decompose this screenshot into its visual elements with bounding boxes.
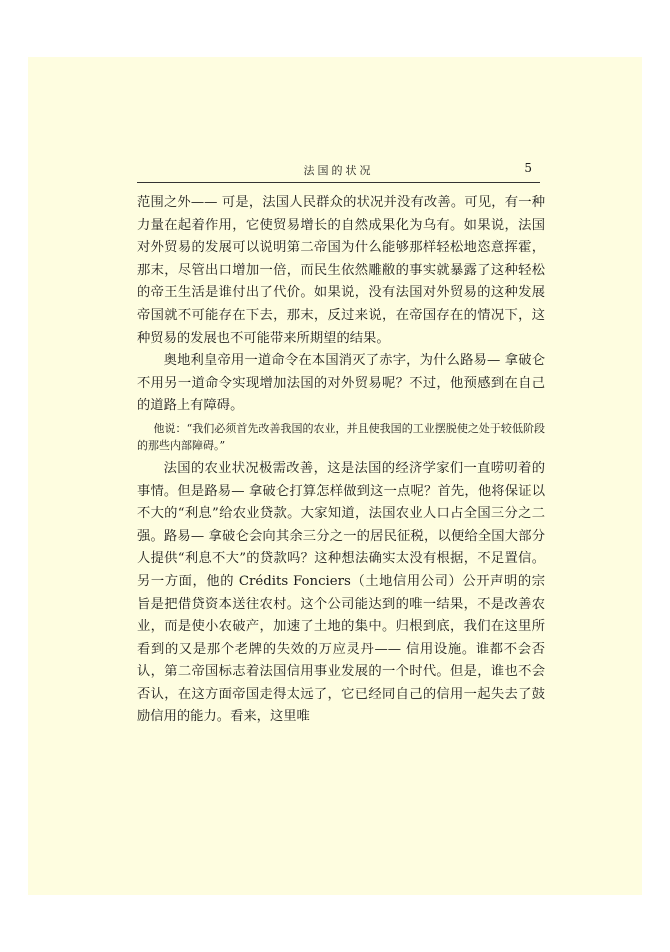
paragraph-1: 范围之外—— 可是，法国人民群众的状况并没有改善。可见，有一种力量在起着作用，它使贸易增长的自然成果化为乌有。如果说，法国对外贸易的发展可以说明第二帝国为什么能够那样轻松地恣意挥霍，那末，尽管出口增加一倍，而民生依然雕敝的事实就暴露了这种轻松的帝王生活是谁付出了代价。如果说，没有法国对外贸易的这种发展帝国就不可能存在下去，那末，反过来说，在帝国存在的情况下，这种贸易的发展也不可能带来所期望的结果。 (137, 195, 545, 346)
chapter-title: 法国的状况 (303, 164, 374, 177)
paragraph-2: 奥地利皇帝用一道命令在本国消灭了赤字，为什么路易— 拿破仑不用另一道命令实现增加法国的对外贸易呢？不过，他预感到在自己的道路上有障碍。 (137, 353, 545, 414)
running-header (137, 160, 540, 183)
block-quote: 他说：“我们必须首先改善我国的农业，并且使我国的工业摆脱使之处于较低阶段的那些内部障碍。” (137, 421, 545, 452)
page-number: 5 (524, 161, 532, 175)
paragraph-3: 法国的农业状况极需改善，这是法国的经济学家们一直唠叨着的事情。但是路易— 拿破仑打算怎样做到这一点呢？首先，他将保证以不大的“利息”给农业贷款。大家知道，法国农业人口占全国三分之二强。路易— 拿破仑会向其余三分之一的居民征税，以便给全国大部分人提供“利息不大”的贷款吗？这种想法确实太没有根据，不足置信。另一方面，他的 Crédits Fonciers（土地信用公司）公开声明的宗旨是把借贷资本送往农村。这个公司能达到的唯一结果，不是改善农业，而是使小农破产，加速了土地的集中。归根到底，我们在这里所看到的又是那个老牌的失效的万应灵丹—— 信用设施。谁都不会否认，第二帝国标志着法国信用事业发展的一个时代。但是，谁也不会否认，在这方面帝国走得太远了，它已经同自己的信用一起失去了鼓励信用的能力。看来，这里唯 (137, 460, 545, 725)
body-text (137, 192, 545, 729)
